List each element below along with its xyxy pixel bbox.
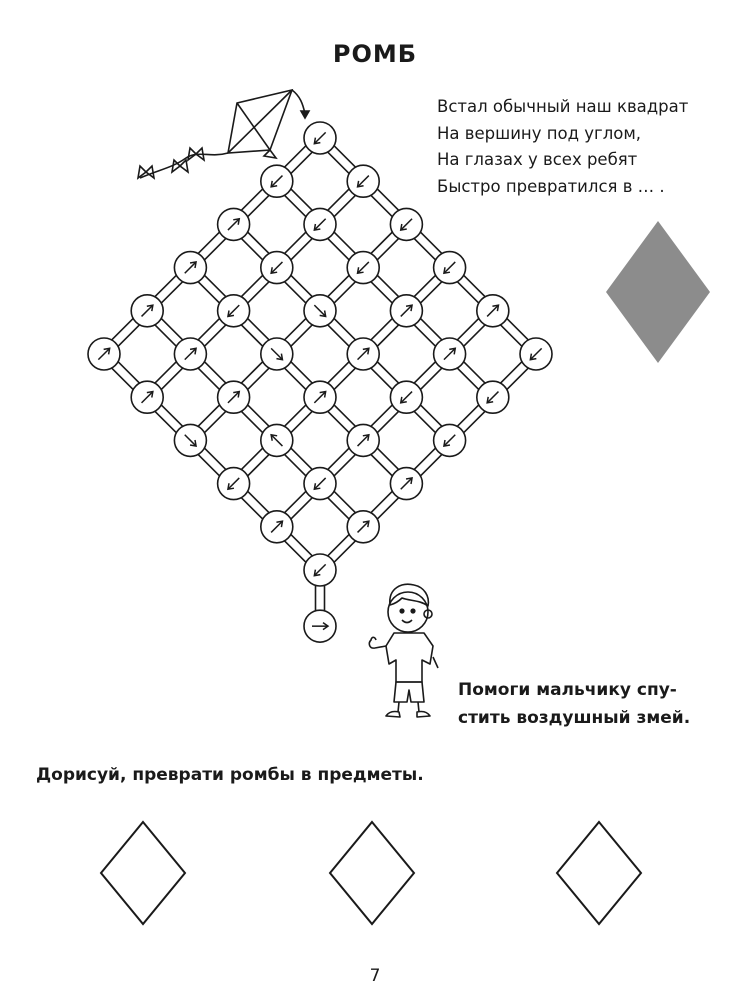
boy-leg [398,702,399,712]
boy-shirt [386,633,433,682]
boy-arm [433,657,438,668]
drawing-task-text: Дорисуй, преврати ромбы в предметы. [36,765,424,785]
poem-line: На вершину под углом, [437,123,642,143]
poem-line: На глазах у всех ребят [437,150,638,169]
poem-line: Встал обычный наш квадрат [437,97,689,116]
boy-shorts [394,682,424,702]
boy-eye [400,609,404,613]
boy-mouth [402,620,412,623]
boy-arm [375,646,386,648]
maze-task-line: стить воздушный змей. [458,708,691,728]
page-number: 7 [369,966,381,986]
boy-hand [369,637,376,648]
boy-head [388,592,428,632]
maze-task-line: Помоги мальчику спу- [458,680,677,700]
poem-line: Быстро превратился в … . [437,176,665,196]
boy-leg [418,702,419,712]
boy-eye [411,609,415,613]
page-title: РОМБ [332,40,418,68]
boy-shoe [417,712,430,718]
boy-shoe [386,712,400,718]
boy-hair [390,584,429,606]
